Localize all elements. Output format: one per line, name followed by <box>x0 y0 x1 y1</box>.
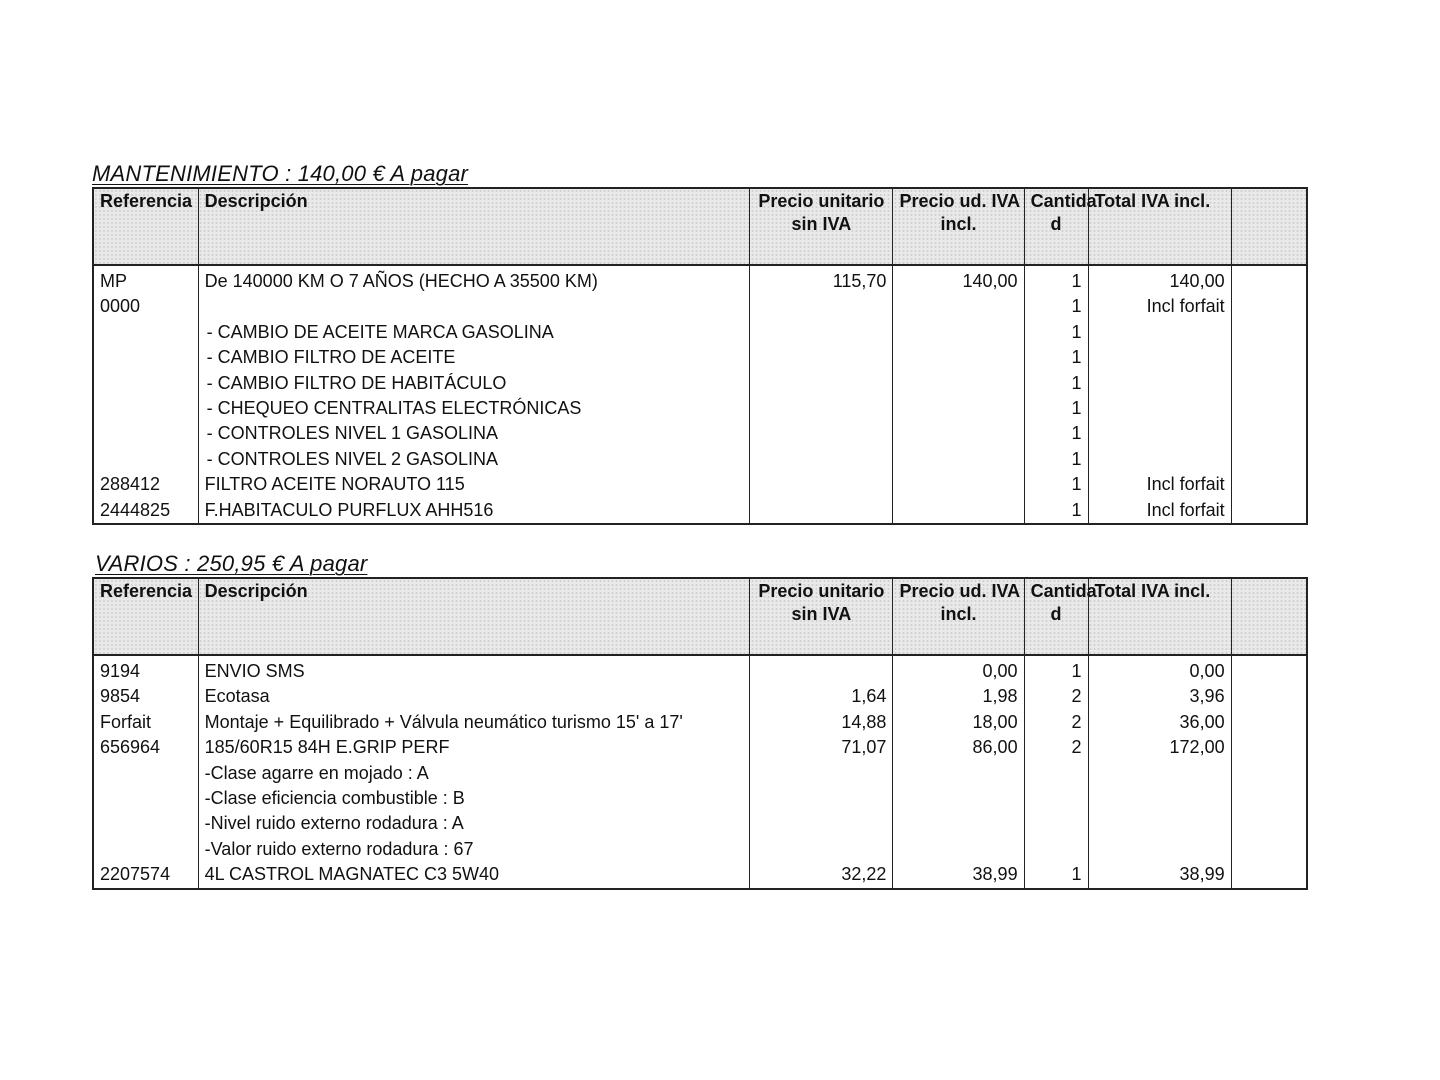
cell-price-vat: 86,00 <box>893 735 1024 760</box>
table-row <box>93 447 1307 472</box>
cell-price-no-vat <box>750 371 893 396</box>
cell-blank <box>1231 811 1307 836</box>
table-row <box>93 710 1307 735</box>
column-header-descripcion: Descripción <box>198 188 750 265</box>
cell-qty: 1 <box>1024 498 1088 524</box>
cell-qty <box>1024 761 1088 786</box>
cell-total <box>1088 396 1231 421</box>
table-row <box>93 862 1307 888</box>
column-header-precio-sin-iva <box>750 578 893 655</box>
cell-ref: 9854 <box>93 684 198 709</box>
cell-qty: 1 <box>1024 371 1088 396</box>
cell-price-no-vat <box>750 655 893 684</box>
section-title-mantenimiento: MANTENIMIENTO : 140,00 € A pagar <box>92 161 469 186</box>
cell-price-vat <box>893 837 1024 862</box>
cell-qty <box>1024 786 1088 811</box>
column-header-cantidad <box>1024 578 1097 655</box>
table-row <box>93 265 1307 294</box>
table-row <box>93 371 1307 396</box>
cell-price-no-vat: 32,22 <box>750 862 893 888</box>
cell-qty: 1 <box>1024 421 1088 446</box>
cell-price-vat: 140,00 <box>893 265 1024 294</box>
cell-desc: - CHEQUEO CENTRALITAS ELECTRÓNICAS <box>198 396 750 421</box>
cell-desc: F.HABITACULO PURFLUX AHH516 <box>198 498 750 524</box>
cell-qty: 1 <box>1024 320 1088 345</box>
cell-ref: 2207574 <box>93 862 198 888</box>
cell-desc: -Clase eficiencia combustible : B <box>198 786 750 811</box>
cell-qty: 1 <box>1024 265 1088 294</box>
cell-total: 38,99 <box>1088 862 1231 888</box>
cell-total: 140,00 <box>1088 265 1231 294</box>
cell-price-no-vat: 14,88 <box>750 710 893 735</box>
cell-qty: 2 <box>1024 735 1088 760</box>
cell-price-no-vat: 1,64 <box>750 684 893 709</box>
cell-ref <box>93 761 198 786</box>
column-header-referencia: Referencia <box>93 188 198 265</box>
cell-desc: -Clase agarre en mojado : A <box>198 761 750 786</box>
cell-blank <box>1231 498 1307 524</box>
header-line: Cantida <box>1030 191 1097 211</box>
cell-price-no-vat <box>750 396 893 421</box>
cell-desc: 4L CASTROL MAGNATEC C3 5W40 <box>198 862 750 888</box>
cell-price-vat <box>893 447 1024 472</box>
header-line: sin IVA <box>791 214 852 234</box>
cell-ref <box>93 345 198 370</box>
cell-total <box>1088 371 1231 396</box>
cell-qty: 1 <box>1024 655 1088 684</box>
cell-ref <box>93 837 198 862</box>
cell-desc <box>198 294 750 319</box>
cell-desc: FILTRO ACEITE NORAUTO 115 <box>198 472 750 497</box>
table-header-row <box>93 188 1307 265</box>
cell-price-vat <box>893 294 1024 319</box>
cell-desc: Ecotasa <box>198 684 750 709</box>
cell-total <box>1088 320 1231 345</box>
cell-price-vat <box>893 811 1024 836</box>
cell-price-vat <box>893 498 1024 524</box>
cell-ref <box>93 786 198 811</box>
cell-price-vat <box>893 320 1024 345</box>
table-row <box>93 811 1307 836</box>
cell-price-vat: 1,98 <box>893 684 1024 709</box>
cell-price-vat <box>893 786 1024 811</box>
table-row <box>93 498 1307 524</box>
cell-price-no-vat <box>750 320 893 345</box>
cell-blank <box>1231 447 1307 472</box>
cell-blank <box>1231 345 1307 370</box>
cell-price-vat <box>893 761 1024 786</box>
cell-price-vat <box>893 345 1024 370</box>
cell-total <box>1088 786 1231 811</box>
table-row <box>93 345 1307 370</box>
mantenimiento-table <box>92 187 1308 525</box>
cell-blank <box>1231 761 1307 786</box>
cell-desc: 185/60R15 84H E.GRIP PERF <box>198 735 750 760</box>
cell-price-vat <box>893 421 1024 446</box>
cell-price-vat: 18,00 <box>893 710 1024 735</box>
cell-blank <box>1231 421 1307 446</box>
cell-total <box>1088 447 1231 472</box>
cell-total: Incl forfait <box>1088 498 1231 524</box>
varios-body <box>93 655 1307 889</box>
cell-qty: 1 <box>1024 472 1088 497</box>
column-header-precio-iva-incl <box>893 578 1024 655</box>
column-header-precio-iva-incl <box>893 188 1024 265</box>
cell-blank <box>1231 265 1307 294</box>
cell-qty: 1 <box>1024 294 1088 319</box>
cell-total <box>1088 421 1231 446</box>
cell-total <box>1088 811 1231 836</box>
section-title-varios: VARIOS : 250,95 € A pagar <box>95 551 368 576</box>
cell-blank <box>1231 786 1307 811</box>
header-line: Cantida <box>1030 581 1097 601</box>
cell-qty: 1 <box>1024 345 1088 370</box>
mantenimiento-body <box>93 265 1307 524</box>
header-line: incl. <box>940 604 977 624</box>
cell-blank <box>1231 371 1307 396</box>
cell-price-no-vat <box>750 421 893 446</box>
cell-qty: 2 <box>1024 710 1088 735</box>
cell-price-no-vat <box>750 447 893 472</box>
cell-desc: -Valor ruido externo rodadura : 67 <box>198 837 750 862</box>
cell-desc: - CAMBIO FILTRO DE HABITÁCULO <box>198 371 750 396</box>
cell-ref: 9194 <box>93 655 198 684</box>
column-header-total: Total IVA incl. <box>1088 578 1231 655</box>
column-header-blank <box>1231 188 1307 265</box>
cell-blank <box>1231 320 1307 345</box>
table-row <box>93 655 1307 684</box>
table-row <box>93 761 1307 786</box>
column-header-blank <box>1231 578 1307 655</box>
cell-blank <box>1231 862 1307 888</box>
header-line: Precio ud. IVA <box>899 581 1021 601</box>
cell-blank <box>1231 684 1307 709</box>
header-line: d <box>1050 214 1062 234</box>
cell-qty <box>1024 811 1088 836</box>
cell-price-no-vat <box>750 811 893 836</box>
header-line: Precio unitario <box>758 581 885 601</box>
cell-blank <box>1231 396 1307 421</box>
table-row <box>93 684 1307 709</box>
cell-total <box>1088 761 1231 786</box>
cell-price-no-vat <box>750 761 893 786</box>
cell-ref: 288412 <box>93 472 198 497</box>
cell-price-no-vat <box>750 472 893 497</box>
cell-ref: MP <box>93 265 198 294</box>
cell-qty: 1 <box>1024 396 1088 421</box>
cell-ref <box>93 811 198 836</box>
column-header-cantidad <box>1024 188 1097 265</box>
column-header-referencia: Referencia <box>93 578 198 655</box>
cell-price-vat: 38,99 <box>893 862 1024 888</box>
cell-total <box>1088 837 1231 862</box>
table-row <box>93 786 1307 811</box>
cell-qty: 1 <box>1024 862 1088 888</box>
header-line: d <box>1050 604 1062 624</box>
cell-total: 3,96 <box>1088 684 1231 709</box>
cell-price-vat <box>893 371 1024 396</box>
header-line: incl. <box>940 214 977 234</box>
table-row <box>93 735 1307 760</box>
table-row <box>93 294 1307 319</box>
cell-blank <box>1231 837 1307 862</box>
cell-price-no-vat <box>750 498 893 524</box>
column-header-descripcion: Descripción <box>198 578 750 655</box>
cell-blank <box>1231 655 1307 684</box>
cell-desc: ENVIO SMS <box>198 655 750 684</box>
cell-ref <box>93 371 198 396</box>
cell-qty: 2 <box>1024 684 1088 709</box>
cell-ref <box>93 396 198 421</box>
cell-ref: 656964 <box>93 735 198 760</box>
cell-blank <box>1231 294 1307 319</box>
cell-total: 36,00 <box>1088 710 1231 735</box>
cell-blank <box>1231 472 1307 497</box>
cell-qty: 1 <box>1024 447 1088 472</box>
cell-qty <box>1024 837 1088 862</box>
table-row <box>93 472 1307 497</box>
cell-blank <box>1231 710 1307 735</box>
cell-price-no-vat <box>750 837 893 862</box>
cell-price-no-vat: 115,70 <box>750 265 893 294</box>
cell-price-vat <box>893 396 1024 421</box>
cell-desc: Montaje + Equilibrado + Válvula neumático turismo 15' a 17' <box>198 710 750 735</box>
table-row <box>93 421 1307 446</box>
table-row <box>93 396 1307 421</box>
cell-total: Incl forfait <box>1088 294 1231 319</box>
cell-total <box>1088 345 1231 370</box>
cell-total: Incl forfait <box>1088 472 1231 497</box>
cell-total: 172,00 <box>1088 735 1231 760</box>
table-row <box>93 320 1307 345</box>
cell-total: 0,00 <box>1088 655 1231 684</box>
cell-price-vat: 0,00 <box>893 655 1024 684</box>
varios-table <box>92 577 1308 890</box>
cell-ref: Forfait <box>93 710 198 735</box>
cell-desc: -Nivel ruido externo rodadura : A <box>198 811 750 836</box>
column-header-total: Total IVA incl. <box>1088 188 1231 265</box>
cell-price-no-vat: 71,07 <box>750 735 893 760</box>
cell-price-no-vat <box>750 345 893 370</box>
cell-price-vat <box>893 472 1024 497</box>
header-line: sin IVA <box>791 604 852 624</box>
cell-price-no-vat <box>750 786 893 811</box>
cell-desc: - CAMBIO DE ACEITE MARCA GASOLINA <box>198 320 750 345</box>
cell-ref: 2444825 <box>93 498 198 524</box>
cell-desc: - CONTROLES NIVEL 2 GASOLINA <box>198 447 750 472</box>
table-header-row <box>93 578 1307 655</box>
cell-ref <box>93 421 198 446</box>
cell-ref <box>93 447 198 472</box>
header-line: Precio ud. IVA <box>899 191 1021 211</box>
cell-ref <box>93 320 198 345</box>
cell-desc: De 140000 KM O 7 AÑOS (HECHO A 35500 KM) <box>198 265 750 294</box>
table-row <box>93 837 1307 862</box>
column-header-precio-sin-iva <box>750 188 893 265</box>
cell-price-no-vat <box>750 294 893 319</box>
cell-blank <box>1231 735 1307 760</box>
cell-desc: - CAMBIO FILTRO DE ACEITE <box>198 345 750 370</box>
cell-desc: - CONTROLES NIVEL 1 GASOLINA <box>198 421 750 446</box>
cell-ref: 0000 <box>93 294 198 319</box>
header-line: Precio unitario <box>758 191 885 211</box>
